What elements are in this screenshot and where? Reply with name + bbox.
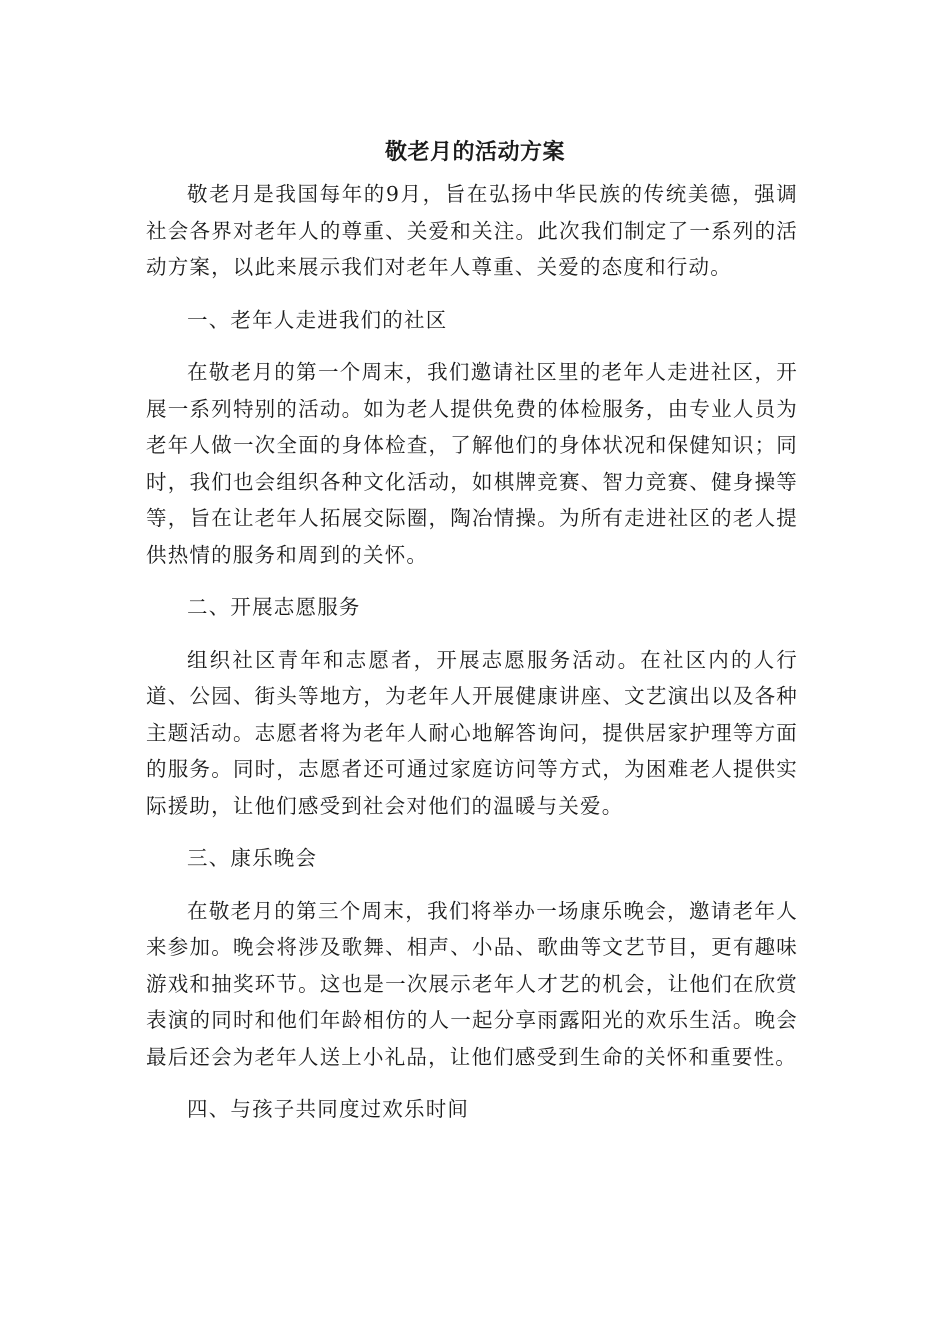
section-paragraph-3: 在敬老月的第三个周末，我们将举办一场康乐晚会，邀请老年人来参加。晚会将涉及歌舞、相声、小品、歌曲等文艺节目，更有趣味游戏和抽奖环节。这也是一次展示老年人才艺的机会，让他们在欣赏表演的同时和他们年龄相仿的人一起分享雨露阳光的欢乐生活。晚会最后还会为老年人送上小礼品，让他们感受到生命的关怀和重要性。 — [146, 898, 798, 1069]
section-heading-4: 四、与孩子共同度过欢乐时间 — [187, 1097, 470, 1121]
section-heading-3: 三、康乐晚会 — [187, 846, 318, 870]
section-paragraph-1: 在敬老月的第一个周末，我们邀请社区里的老年人走进社区，开展一系列特别的活动。如为老人提供免费的体检服务，由专业人员为老年人做一次全面的身体检查，了解他们的身体状况和保健知识；同时，我们也会组织各种文化活动，如棋牌竞赛、智力竞赛、健身操等等，旨在让老年人拓展交际圈，陶冶情操。为所有走进社区的老人提供热情的服务和周到的关怀。 — [146, 360, 798, 567]
document-title: 敬老月的活动方案 — [384, 140, 565, 165]
section-heading-2: 二、开展志愿服务 — [187, 595, 361, 619]
document-body — [146, 176, 798, 1144]
intro-paragraph: 敬老月是我国每年的9月，旨在弘扬中华民族的传统美德，强调社会各界对老年人的尊重、关爱和关注。此次我们制定了一系列的活动方案，以此来展示我们对老年人尊重、关爱的态度和行动。 — [146, 182, 798, 279]
section-heading-1: 一、老年人走进我们的社区 — [187, 307, 448, 332]
section-paragraph-2: 组织社区青年和志愿者，开展志愿服务活动。在社区内的人行道、公园、街头等地方，为老年人开展健康讲座、文艺演出以及各种主题活动。志愿者将为老年人耐心地解答询问，提供居家护理等方面的服务。同时，志愿者还可通过家庭访问等方式，为困难老人提供实际援助，让他们感受到社会对他们的温暖与关爱。 — [146, 647, 798, 818]
